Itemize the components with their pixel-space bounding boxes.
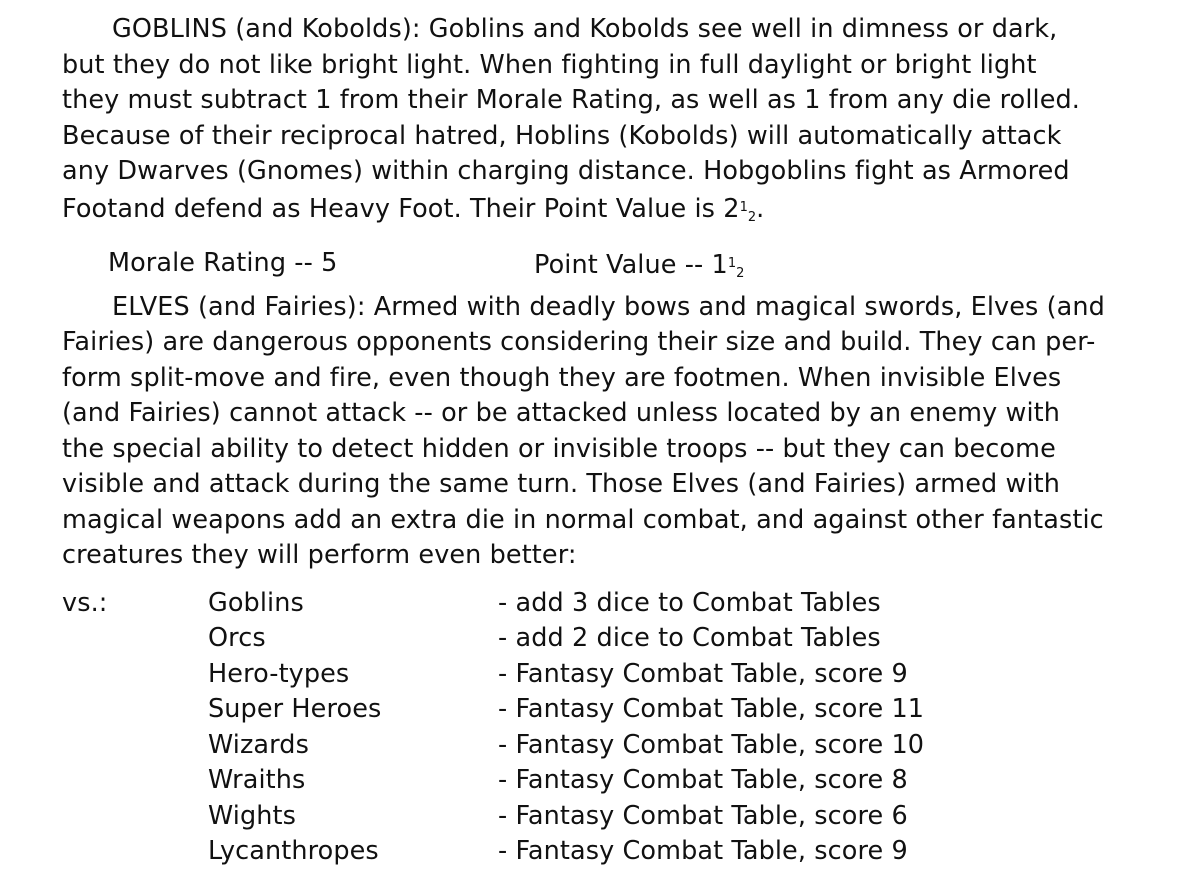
vs-label: vs.: [62, 587, 108, 618]
vs-table-row [62, 834, 1172, 870]
vs-effect: - Fantasy Combat Table, score 9 [498, 836, 908, 866]
vs-creature: Orcs [208, 623, 266, 653]
vs-effect: - Fantasy Combat Table, score 9 [498, 658, 908, 689]
vs-table-row [62, 799, 1172, 835]
vs-creature: Super Heroes [208, 694, 382, 724]
vs-effect: - Fantasy Combat Table, score 11 [498, 694, 925, 724]
point-value-fraction: $^1_2$ [727, 256, 745, 281]
vs-effect: - Fantasy Combat Table, score 10 [498, 729, 925, 760]
morale-rating: Morale Rating -- 5 [108, 248, 338, 278]
goblins-paragraph-end: . [756, 193, 765, 224]
elves-paragraph: ELVES (and Fairies): Armed with deadly bows and magical swords, Elves (and Fairies) are dangerous opponents considering their size and build. They can per- form split-move and fire, even though they are footmen. When invisible Elves (and Fairies) cannot attack -- or be attacked unless located by an enemy with the special ability to detect hidden or invisible troops -- but they can become visible and attack during the same turn. Those Elves (and Fairies) armed with magical weapons add an extra die in normal combat, and against other fantastic creatures they will perform even better: [62, 291, 1105, 570]
goblins-point-value-fraction: $^1_2$ [739, 199, 757, 225]
vs-table-row [62, 621, 1172, 657]
point-value-text: Point Value -- 1 [534, 250, 728, 280]
vs-table-row [62, 692, 1172, 728]
goblins-paragraph-text: GOBLINS (and Kobolds): Goblins and Kobolds see well in dimness or dark, but they do not like bright light. When fighting in full daylight or bright light they must subtract 1 from their Morale Rating, as well as 1 from any die rolled. Because of their reciprocal hatred, Hoblins (Kobolds) will automatically attack any Dwarves (Gnomes) within charging distance. Hobgoblins fight as Armored Footand defend as Heavy Foot. Their Point Value is 2 [62, 14, 1080, 224]
vs-effect: - add 2 dice to Combat Tables [498, 623, 881, 653]
vs-effect: - add 3 dice to Combat Tables [498, 587, 881, 618]
goblins-paragraph [62, 12, 1172, 235]
vs-table-row [62, 657, 1172, 693]
vs-table [62, 586, 1172, 870]
vs-creature: Lycanthropes [208, 836, 379, 866]
vs-creature: Wizards [208, 729, 309, 760]
vs-table-row [62, 728, 1172, 764]
vs-creature: Hero-types [208, 658, 350, 689]
vs-creature: Wights [208, 800, 296, 831]
point-value [534, 246, 744, 292]
vs-table-row [62, 763, 1172, 799]
document-page [62, 12, 1172, 870]
vs-table-row [62, 586, 1172, 622]
goblins-stat-line [62, 246, 1172, 282]
vs-effect: - Fantasy Combat Table, score 6 [498, 800, 908, 831]
vs-creature: Goblins [208, 587, 304, 618]
vs-effect: - Fantasy Combat Table, score 8 [498, 765, 908, 795]
vs-creature: Wraiths [208, 765, 306, 795]
